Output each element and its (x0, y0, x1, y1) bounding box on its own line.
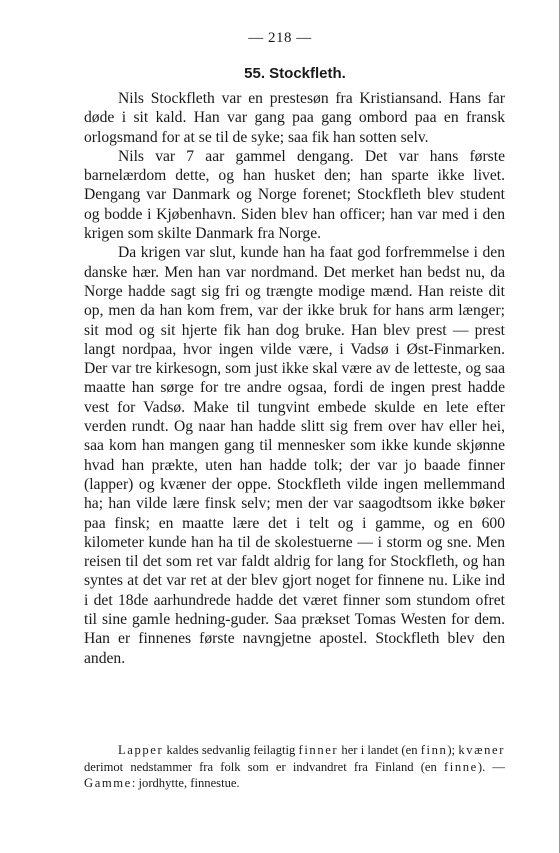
footnote-term-finn: finn (420, 743, 448, 757)
footnote-term-lapper: Lapper (118, 743, 164, 757)
footnote-text-1: kaldes sedvanlig feilagtig (163, 743, 299, 757)
footnote-text (84, 742, 505, 792)
footnote-text-6: : jordhytte, finnestue. (131, 776, 240, 790)
chapter-title: 55. Stockfleth. (244, 65, 346, 82)
footnote-text-3: ); (447, 743, 459, 757)
body-text (84, 89, 505, 668)
page-number: — 218 — (248, 30, 312, 46)
footnote-text-5: ). — (477, 759, 505, 774)
paragraph-2: Nils var 7 aar gammel dengang. Det var hans første barnelærdom dette, og han husket den; han sparte ikke livet. Dengang var Danmark og Norge forenet; Stockfleth blev student og bodde i Kjøbenhavn. Siden blev han officer; han var med i den krigen som skilte Danmark fra Norge. (84, 147, 505, 243)
footnote-term-finner: finner (298, 743, 339, 757)
footnote-term-finne: finne (443, 759, 478, 774)
footnote-text-4: derimot nedstammer fra folk som er indvandret fra Finland (en (84, 759, 444, 774)
footnote-text-2: her i landet (en (338, 743, 421, 757)
paragraph-1: Nils Stockfleth var en prestesøn fra Kristiansand. Hans far døde i sit kald. Han var gang paa gang ombord paa en fransk orlogsmand for at se til de syke; saa fik han sotten selv. (84, 90, 505, 146)
footnote-term-kvaener: kvæner (458, 743, 506, 757)
paragraph-3: Da krigen var slut, kunde han ha faat god forfremmelse i den danske hær. Men han var nordmand. Det merket han bedst nu, da Norge hadde sagt sig fri og trængte modige mænd. Han reiste dit op, men da han kom frem, var der ikke bruk for hans arm længer; sit mod og sit hjerte fik han dog bruke. Han blev prest — prest langt nordpaa, hvor ingen vilde være, i Vadsø i Øst-Finmarken. Der var tre kirkesogn, som just ikke skal være av de letteste, og saa maatte han sørge for tre andre ogsaa, fordi de ingen prest hadde vest for Vadsø. Make til tungvint embede skulde en lete efter verden rundt. Og naar han hadde slitt sig frem over hav eller hei, saa kom han mangen gang til mennesker som ikke kunde skjønne hvad han prækte, uten han hadde tolk; der var jo baade finner (lapper) og kvæner der oppe. Stockfleth vilde ingen mellemmand ha; han vilde lære finsk selv; men der var saagodtsom ikke bøker paa finsk; en maatte lære det i telt og i gamme, og en 600 kilometer kunde han ha til de skolestuerne — i storm og sne. Men reisen til det som ret var faldt aldrig for lang for Stockfleth, og han syntes at det var ret at der blev gjort noget for finnene nu. Like ind i det 18de aarhundrede hadde det været finner som stundom ofret til sine gamle hedning-guder. Saa prækset Tomas Westen for dem. Han er finnenes første navngjetne apostel. Stockfleth blev den anden. (84, 244, 505, 667)
footnote-term-gamme: Gamme (84, 776, 132, 790)
footnote (84, 742, 505, 792)
